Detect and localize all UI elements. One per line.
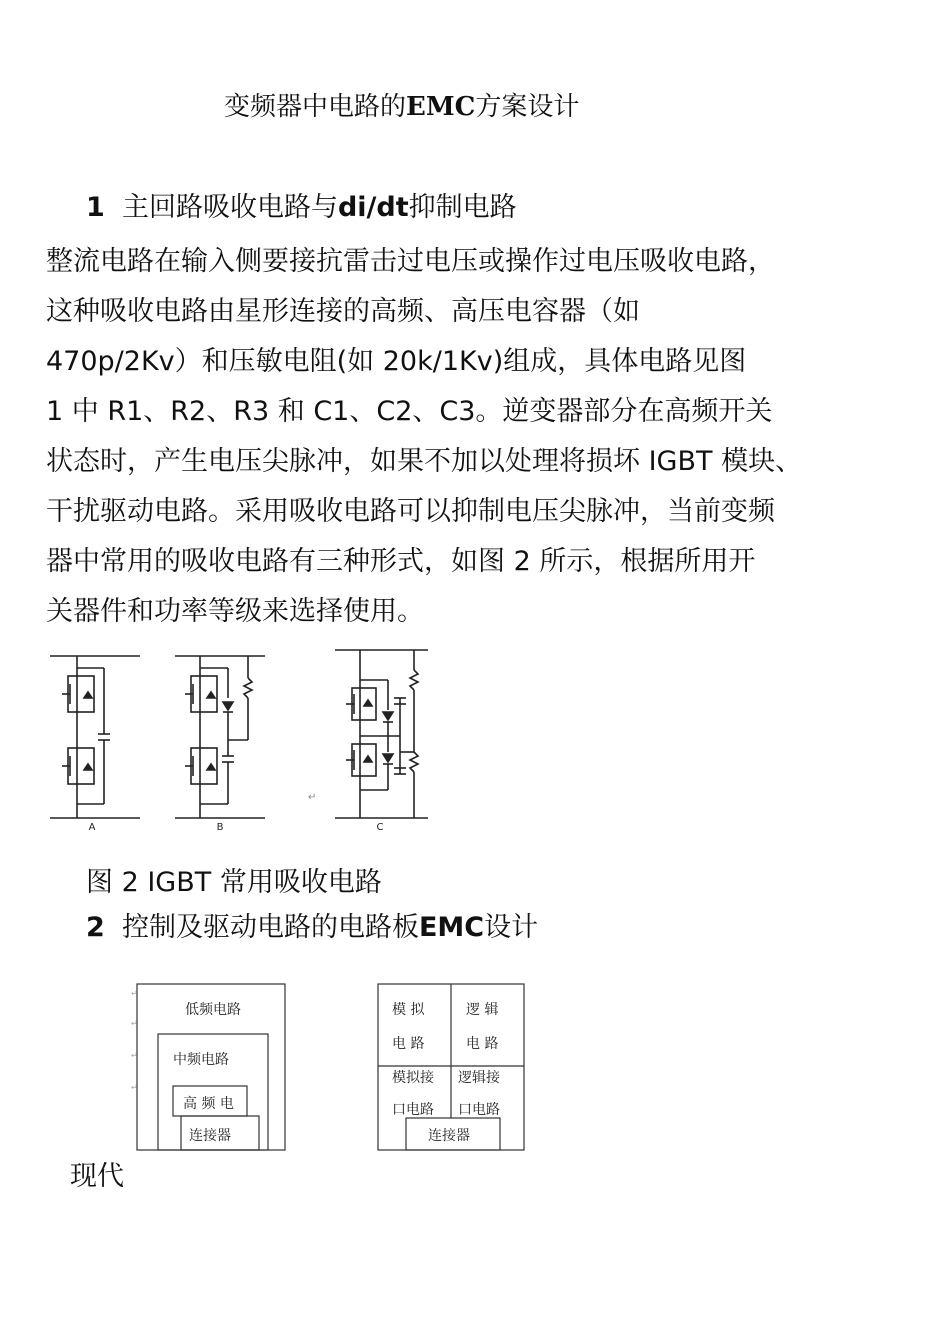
- logic-label-1: 逻 辑: [466, 1002, 499, 1018]
- connector-label: 连接器: [428, 1128, 470, 1144]
- paragraph-line: 关器件和功率等级来选择使用。: [46, 596, 424, 627]
- pcb-frequency-partition-diagram: [125, 978, 295, 1156]
- analog-interface-label-2: 口电路: [392, 1102, 434, 1118]
- figure-2-snubber-circuits: [40, 640, 440, 835]
- analog-interface-label-1: 模拟接: [392, 1070, 434, 1086]
- logic-label-2: 电 路: [466, 1036, 499, 1052]
- high-frequency-label: 高 频 电: [183, 1096, 234, 1112]
- connector-label: 连接器: [189, 1128, 231, 1144]
- figure-label-b: B: [216, 822, 224, 833]
- pcb-analog-logic-partition-diagram: [374, 978, 530, 1156]
- logic-interface-label-1: 逻辑接: [458, 1070, 500, 1086]
- paragraph-line: 1 中 R1、R2、R3 和 C1、C2、C3。逆变器部分在高频开关: [46, 396, 773, 427]
- svg-text:↵: ↵: [131, 989, 138, 998]
- paragraph-line: 干扰驱动电路。采用吸收电路可以抑制电压尖脉冲，当前变频: [46, 496, 775, 527]
- figure-label-c: C: [376, 822, 384, 833]
- paragraph-line: 器中常用的吸收电路有三种形式，如图 2 所示，根据所用开: [46, 546, 756, 577]
- paragraph-line: 整流电路在输入侧要接抗雷击过电压或操作过电压吸收电路，: [46, 246, 775, 277]
- section-2-heading: 2 控制及驱动电路的电路板EMC设计: [86, 912, 539, 943]
- logic-interface-label-2: 口电路: [458, 1102, 500, 1118]
- circuit-c: [335, 650, 428, 818]
- figure-label-a: A: [88, 822, 96, 833]
- circuit-a: [50, 656, 140, 818]
- paragraph-line: 这种吸收电路由星形连接的高频、高压电容器（如: [46, 296, 640, 327]
- trailing-text: 现代: [70, 1161, 124, 1192]
- analog-label-1: 模 拟: [392, 1002, 425, 1018]
- section-1-heading: 1 主回路吸收电路与di/dt抑制电路: [86, 192, 517, 223]
- circuit-b: [175, 656, 265, 818]
- svg-text:↵: ↵: [131, 1019, 138, 1028]
- mid-frequency-label: 中频电路: [173, 1052, 229, 1068]
- paragraph-mark-icon: ↵: [308, 792, 317, 803]
- svg-text:↵: ↵: [131, 1083, 138, 1092]
- section-1-paragraph: [46, 237, 836, 637]
- page-title: 变频器中电路的EMC方案设计: [224, 92, 580, 122]
- low-frequency-label: 低频电路: [185, 1002, 241, 1018]
- figure-2-caption: 图 2 IGBT 常用吸收电路: [86, 867, 382, 898]
- paragraph-line: 状态时，产生电压尖脉冲，如果不加以处理将损坏 IGBT 模块、: [46, 446, 803, 477]
- paragraph-line: 470p/2Kv）和压敏电阻(如 20k/1Kv)组成，具体电路见图: [46, 346, 747, 377]
- svg-text:↵: ↵: [131, 1051, 138, 1060]
- analog-label-2: 电 路: [392, 1036, 425, 1052]
